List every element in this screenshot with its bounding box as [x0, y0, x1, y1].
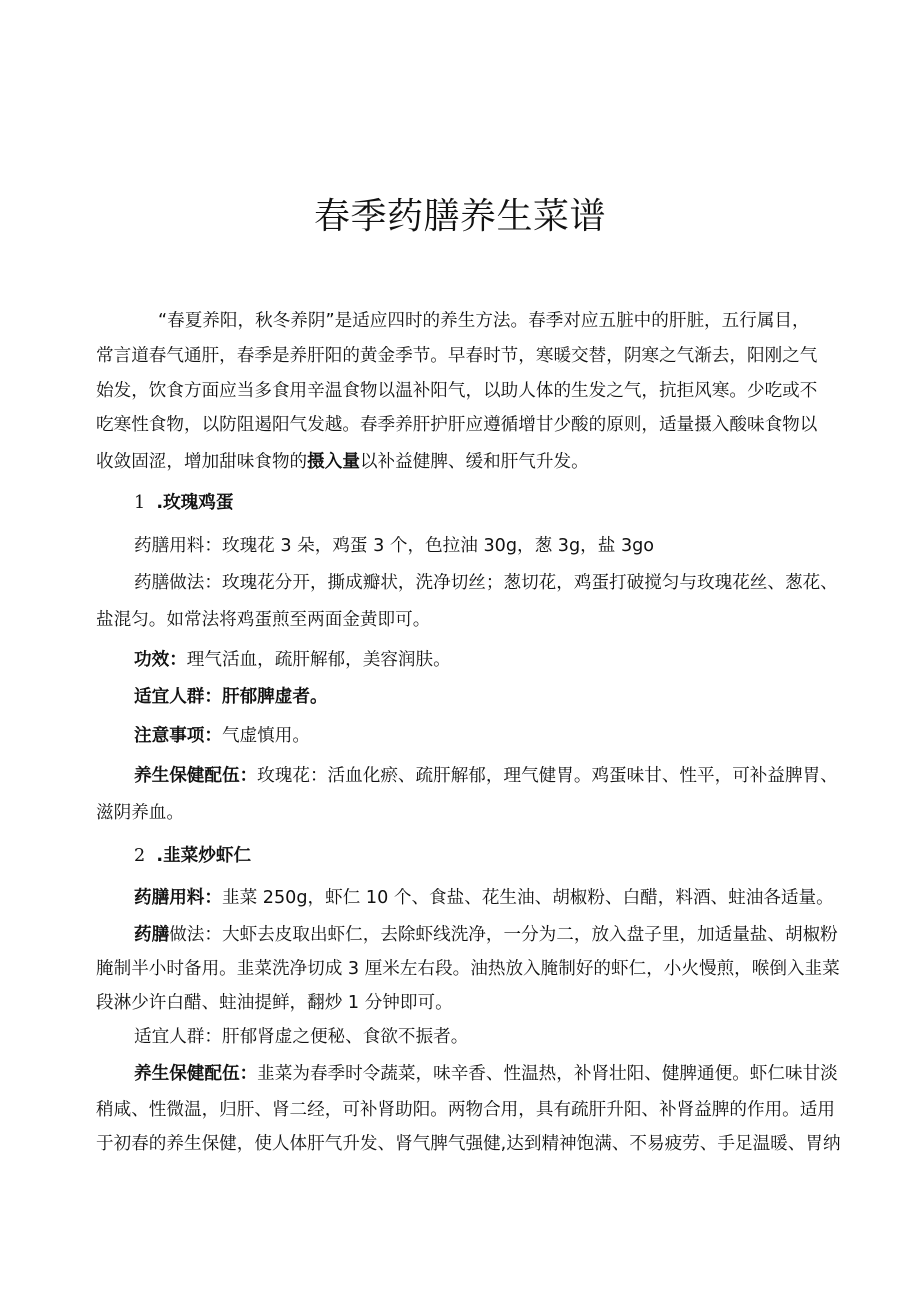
- intro-line-3: 始发，饮食方面应当多食用辛温食物以温补阳气，以助人体的生发之气，抗拒风寒。少吃或不: [96, 381, 818, 401]
- recipe-1-heading: [134, 490, 233, 516]
- ingredients-label: 药膳用料：: [134, 888, 222, 908]
- recipe-2-pairing-line-3: 于初春的养生保健，使人体肝气升发、肾气脾气强健,达到精神饱满、不易疲劳、手足温暖、胃纳: [96, 1134, 841, 1154]
- recipe-2-method-line-2: 腌制半小时备用。韭菜洗净切成 3 厘米左右段。油热放入腌制好的虾仁，小火慢煎，喉倒入韭菜: [96, 959, 840, 979]
- recipe-2-heading: [134, 843, 251, 869]
- recipe-2-pairing-line-2: 稍咸、性微温，归肝、肾二经，可补肾助阳。两物合用，具有疏肝升阳、补肾益脾的作用。适用: [96, 1100, 835, 1120]
- intro-text: 以补益健脾、缓和肝气升发。: [359, 452, 589, 472]
- recipe-1-method-line-1: [134, 570, 838, 596]
- intro-line-2: 常言道春气通肝，春季是养肝阳的黄金季节。早春时节，寒暖交替，阴寒之气渐去，阳刚之气: [96, 346, 818, 366]
- recipe-2-method-line-1: [134, 922, 838, 948]
- method-text: 做法：大虾去皮取出虾仁，去除虾线洗净，一分为二，放入盘子里，加适量盐、胡椒粉: [169, 925, 838, 945]
- pairing-text: 韭菜为春季时令蔬菜，味辛香、性温热，补肾壮阳、健脾通便。虾仁味甘淡: [257, 1064, 838, 1084]
- recipe-name: .韭菜炒虾仁: [156, 846, 252, 866]
- recipe-2-pairing-line-1: [134, 1061, 838, 1087]
- intro-line-4: 吃寒性食物，以防阻遏阳气发越。春季养肝护肝应遵循增甘少酸的原则，适量摄入酸味食物以: [96, 415, 818, 435]
- recipe-2-suitable: 适宜人群：肝郁肾虚之便秘、食欲不振者。: [134, 1027, 469, 1047]
- recipe-2-method-line-3: 段淋少许白醋、蛀油提鲜，翻炒 1 分钟即可。: [96, 993, 453, 1013]
- recipe-number: 2: [134, 846, 146, 866]
- intro-line-1: “春夏养阳，秋冬养阴”是适应四时的养生方法。春季对应五脏中的肝脏，五行属目，: [158, 311, 810, 331]
- intro-line-5: [96, 449, 589, 475]
- ingredients-label: 药膳用料：: [134, 536, 222, 556]
- intro-text: 收敛固涩，增加甜味食物的: [96, 452, 308, 472]
- ingredients-text: 玫瑰花 3 朵，鸡蛋 3 个，色拉油 30g，葱 3g，盐 3go: [221, 536, 655, 556]
- recipe-1-ingredients: [134, 533, 654, 559]
- method-label: 药膳: [134, 925, 170, 945]
- recipe-name: .玫瑰鸡蛋: [156, 493, 234, 513]
- recipe-1-method-line-2: 盐混匀。如常法将鸡蛋煎至两面金黄即可。: [96, 610, 431, 630]
- method-label: 药膳做法：: [134, 573, 222, 593]
- recipe-2-ingredients: [134, 885, 834, 911]
- recipe-number: 1: [134, 493, 146, 513]
- caution-label: 注意事项：: [134, 726, 222, 746]
- effect-text: 理气活血，疏肝解郁，美容润肤。: [186, 650, 451, 670]
- recipe-1-effect: [134, 647, 451, 673]
- caution-text: 气虚慎用。: [221, 726, 310, 746]
- pairing-label: 养生保健配伍：: [134, 1064, 258, 1084]
- recipe-1-pairing-line-1: [134, 763, 838, 789]
- ingredients-text: 韭菜 250g，虾仁 10 个、食盐、花生油、胡椒粉、白醋，料酒、蛀油各适量。: [221, 888, 834, 908]
- recipe-1-suitable: 适宜人群：肝郁脾虚者。: [134, 687, 328, 707]
- intro-emphasis: 摄入量: [307, 452, 360, 472]
- pairing-label: 养生保健配伍：: [134, 766, 258, 786]
- effect-label: 功效：: [134, 650, 187, 670]
- pairing-text: 玫瑰花：活血化瘀、疏肝解郁，理气健胃。鸡蛋味甘、性平，可补益脾胃、: [257, 766, 838, 786]
- page-title: 春季药膳养生菜谱: [313, 196, 606, 237]
- method-text: 玫瑰花分开，撕成瓣状，洗净切丝；葱切花，鸡蛋打破搅匀与玫瑰花丝、葱花、: [221, 573, 838, 593]
- recipe-1-caution: [134, 723, 310, 749]
- recipe-1-pairing-line-2: 滋阴养血。: [96, 803, 184, 823]
